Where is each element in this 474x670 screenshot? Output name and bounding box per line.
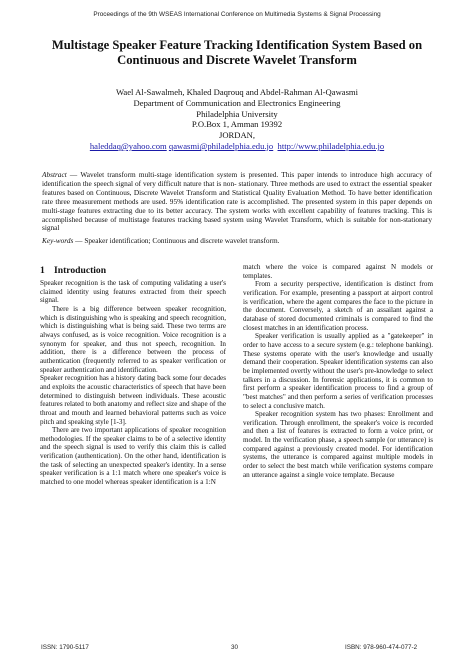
- title-line: Continuous and Discrete Wavelet Transform: [117, 53, 357, 67]
- running-head: Proceedings of the 9th WSEAS International Conference on Multimedia Systems & Signal Processing: [93, 11, 381, 18]
- author-block: [30, 87, 444, 152]
- keywords-text: Speaker identification; Continuous and discrete wavelet transform.: [84, 236, 280, 245]
- footer-page-number: 30: [231, 644, 239, 651]
- body-paragraph: Speaker recognition is the task of computing validating a user's claimed identity using features extracted from their speech signal.: [40, 279, 226, 305]
- country: JORDAN,: [218, 130, 256, 141]
- affiliation-university: Philadelphia University: [196, 108, 278, 119]
- contact-links: [30, 141, 444, 152]
- right-column: [243, 263, 433, 479]
- section-title: Introduction: [54, 265, 107, 276]
- affiliation-department: Department of Communication and Electronics Engineering: [133, 97, 341, 108]
- keywords: Key-words — Speaker identification; Continuous and discrete wavelet transform.: [42, 236, 280, 245]
- title-line: Multistage Speaker Feature Tracking Identification System Based on: [51, 38, 423, 52]
- footer-isbn: ISBN: 978-960-474-077-2: [345, 644, 418, 651]
- body-paragraph: match where the voice is compared against N models or templates.: [243, 263, 433, 280]
- body-paragraph: Speaker recognition system has two phases: Enrollment and verification. Through enrollment, the speaker's voice is recorded and then a list of features is extracted to form a voice print, or model. In the verification phase, a speech sample (or utterance) is compared against a previously created model. For identification systems, the utterance is compared against multiple models in order to select the best match while verification systems compare an utterance against a single voice template. Because: [243, 410, 433, 479]
- section-number: 1: [40, 265, 45, 276]
- email-link[interactable]: qawasmi@philadelphia.edu.jo: [168, 140, 274, 151]
- abstract-text: Wavelet transform multi-stage identification system is presented. This paper intends to introduce high accuracy of identification the speech signal of very difficult nature that is non- stationary. Three methods are used to extract the essential speaker features based on Continuous, Discrete Wavelet Transform and Statistical Quality Evaluation Method. To have better identification rate three measurement methods are used. 95% identification rate is accomplished. The presented system in this paper depends on multi-stage features extracting due to its better accuracy. The system works with excellent capability of features tracking. This is accomplished because of multistage features tracking based system using Wavelet Transform, which is suitable for non-stationary signal: [42, 170, 433, 233]
- abstract: Abstract — Wavelet transform multi-stage identification system is presented. This paper intends to introduce high accuracy of identification the speech signal of very difficult nature that is non- stationary. Three methods are used to extract the essential speaker features based on Continuous, Discrete Wavelet Transform and Statistical Quality Evaluation Method. To have better identification rate three measurement methods are used. 95% identification rate is accomplished. The presented system in this paper depends on multi-stage features extracting due to its better accuracy. The system works with excellent capability of features tracking. This is accomplished because of multistage features tracking based system using Wavelet Transform, which is suitable for non-stationary signal: [42, 170, 433, 233]
- footer-issn: ISSN: 1790-5117: [41, 644, 89, 651]
- keywords-label: Key-words: [42, 236, 74, 245]
- body-paragraph: There is a big difference between speaker recognition, which is distinguishing who is speaking and speech recognition, which is distinguishing what is being said. These two terms are always confused, as is voice recognition. Voice recognition is a synonym for speaker, and thus not speech, recognition. In addition, there is a difference between the process of authentication (frequently referred to as speaker verification or speaker authentication and identification.: [40, 304, 226, 374]
- body-paragraph: There are two important applications of speaker recognition methodologies. If the speaker claims to be of a selective identity and the speech signal is used to verify this claim this is called verification (authentication). On the other hand, identification is the task of selecting an unexpected speaker's identity. In a sense speaker verification is a 1:1 match where one speaker's voice is matched to one model whereas speaker identification is a 1:N: [40, 426, 226, 487]
- body-paragraph: Speaker verification is usually applied as a "gatekeeper" in order to have access to a secure system (e.g.: telephone banking). These systems operate with the user's knowledge and usually demand their cooperation. Speaker identification systems can also be implemented overtly without the user's pre-knowledge to select talkers in a discussion. In forensic applications, it is common to first perform a speaker identification process to find a group of "best matches" and then perform a series of verification processes to select a conclusive match.: [243, 332, 433, 410]
- postal-address: P.O.Box 1, Amman 19392: [191, 119, 283, 130]
- author-names: Wael Al-Sawalmeh, Khaled Daqrouq and Abdel-Rahman Al-Qawasmi: [115, 87, 359, 97]
- left-column: [40, 265, 226, 487]
- body-paragraph: Speaker recognition has a history dating back some four decades and exploits the acoustic characteristics of speech that have been determined to distinguish between individuals. These acoustic features related to both anatomy and reflect size and shape of the throat and mouth and learned behavioral patterns such as voice pitch and speaking style [1-3].: [40, 374, 226, 426]
- section-heading: [40, 265, 226, 277]
- body-paragraph: From a security perspective, identification is distinct from verification. For example, presenting a passport at airport control is verification, where the agent compares the face to the picture in the document. Conversely, a sketch of an assailant against a database of stored documented criminals is compared to find the closest matches in an identification process.: [243, 280, 433, 332]
- paper-title: [30, 38, 444, 68]
- abstract-label: Abstract: [42, 170, 67, 179]
- email-link[interactable]: haleddaq@yahoo.com: [89, 140, 167, 151]
- website-link[interactable]: http://www.philadelphia.edu.jo: [277, 140, 385, 151]
